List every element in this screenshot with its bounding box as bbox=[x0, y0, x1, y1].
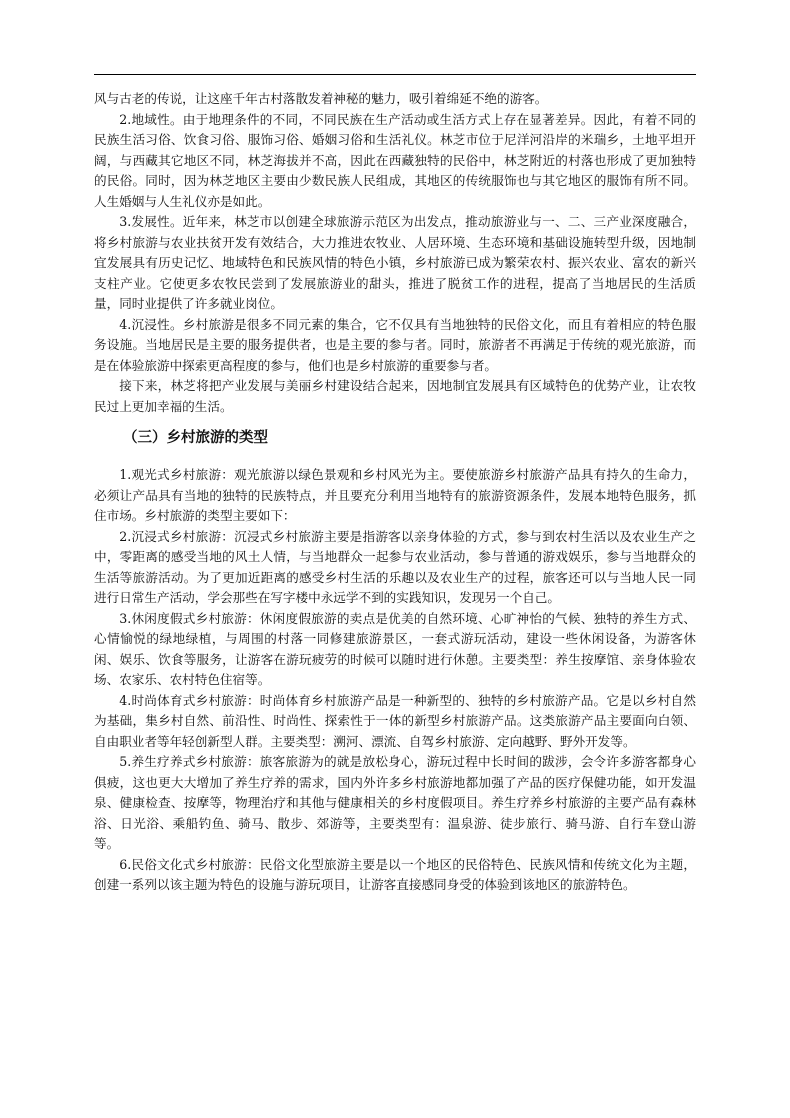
paragraph-type-sightseeing: 1.观光式乡村旅游：观光旅游以绿色景观和乡村风光为主。要使旅游乡村旅游产品具有持久的生命力，必须让产品具有当地的独特的民族特点，并且要充分利用当地特有的旅游资源条件，发展本地特色服务，抓住市场。乡村旅游的类型主要如下： bbox=[94, 467, 696, 523]
paragraph-development: 3.发展性。近年来，林芝市以创建全球旅游示范区为出发点，推动旅游业与一、二、三产业深度融合，将乡村旅游与农业扶贫开发有效结合，大力推进农牧业、人居环境、生态环境和基础设施转型升级，因地制宜发展具有历史记忆、地域特色和民族风情的特色小镇，乡村旅游已成为繁荣农村、振兴农业、富农的新兴支柱产业。它使更多农牧民尝到了发展旅游业的甜头，推进了脱贫工作的进程，提高了当地居民的生活质量，同时业提供了许多就业岗位。 bbox=[94, 214, 696, 311]
paragraph-type-wellness: 5.养生疗养式乡村旅游：旅客旅游为的就是放松身心，游玩过程中长时间的跋涉，会令许多游客都身心俱疲，这也更大大增加了养生疗养的需求，国内外许多乡村旅游地都加强了产品的医疗保健功能，如开发温泉、健康检查、按摩等，物理治疗和其他与健康相关的乡村度假项目。养生疗养乡村旅游的主要产品有森林浴、日光浴、乘船钓鱼、骑马、散步、郊游等，主要类型有：温泉游、徒步旅行、骑马游、自行车登山游等。 bbox=[94, 754, 696, 851]
header-rule bbox=[94, 74, 696, 75]
paragraph-type-immersive: 2.沉浸式乡村旅游：沉浸式乡村旅游主要是指游客以亲身体验的方式，参与到农村生活以及农业生产之中，零距离的感受当地的风土人情，与当地群众一起参与农业活动，参与普通的游戏娱乐，参与当地群众的生活等旅游活动。为了更加近距离的感受乡村生活的乐趣以及农业生产的过程，旅客还可以与当地人民一同进行日常生产活动，学会那些在写字楼中永远学不到的实践知识，发现另一个自己。 bbox=[94, 528, 696, 605]
paragraph-outlook: 接下来，林芝将把产业发展与美丽乡村建设结合起来，因地制宜发展具有区域特色的优势产业，让农牧民过上更加幸福的生活。 bbox=[94, 378, 696, 414]
paragraph-type-leisure: 3.休闲度假式乡村旅游：休闲度假旅游的卖点是优美的自然环境、心旷神怡的气候、独特的养生方式、心情愉悦的绿地绿植，与周围的村落一同修建旅游景区，一套式游玩活动，建设一些休闲设备，为游客休闲、娱乐、饮食等服务，让游客在游玩疲劳的时候可以随时进行休憩。主要类型：养生按摩馆、亲身体验农场、农家乐、农村特色住宿等。 bbox=[94, 610, 696, 687]
body-text bbox=[94, 89, 696, 896]
paragraph-regionality: 2.地域性。由于地理条件的不同，不同民族在生产活动或生活方式上存在显著差异。因此，有着不同的民族生活习俗、饮食习俗、服饰习俗、婚姻习俗和生活礼仪。林芝市位于尼洋河沿岸的米瑞乡，土地平坦开阔，与西藏其它地区不同，林芝海拔并不高，因此在西藏独特的民俗中，林芝附近的村落也形成了更加独特的民俗。同时，因为林芝地区主要由少数民族人民组成，其地区的传统服饰也与其它地区的服饰有所不同。人生婚姻与人生礼仪亦是如此。 bbox=[94, 111, 696, 209]
paragraph-immersion: 4.沉浸性。乡村旅游是很多不同元素的集合，它不仅具有当地独特的民俗文化，而且有着相应的特色服务设施。当地居民是主要的服务提供者，也是主要的参与者。同时，旅游者不再满足于传统的观光旅游，而是在体验旅游中探索更高程度的参与，他们也是乡村旅游的重要参与者。 bbox=[94, 316, 696, 373]
section-heading: （三）乡村旅游的类型 bbox=[123, 430, 268, 446]
paragraph-type-sports: 4.时尚体育式乡村旅游：时尚体育乡村旅游产品是一种新型的、独特的乡村旅游产品。它是以乡村自然为基础，集乡村自然、前沿性、时尚性、探索性于一体的新型乡村旅游产品。这类旅游产品主要面向白领、自由职业者等年轻创新型人群。主要类型：溯河、漂流、自驾乡村旅游、定向越野、野外开发等。 bbox=[94, 692, 696, 749]
paragraph-continuation: 风与古老的传说，让这座千年古村落散发着神秘的魅力，吸引着绵延不绝的游客。 bbox=[94, 91, 548, 106]
paragraph-type-folk-culture: 6.民俗文化式乡村旅游：民俗文化型旅游主要是以一个地区的民俗特色、民族风情和传统文化为主题，创建一系列以该主题为特色的设施与游玩项目，让游客直接感同身受的体验到该地区的旅游特色。 bbox=[94, 856, 696, 892]
